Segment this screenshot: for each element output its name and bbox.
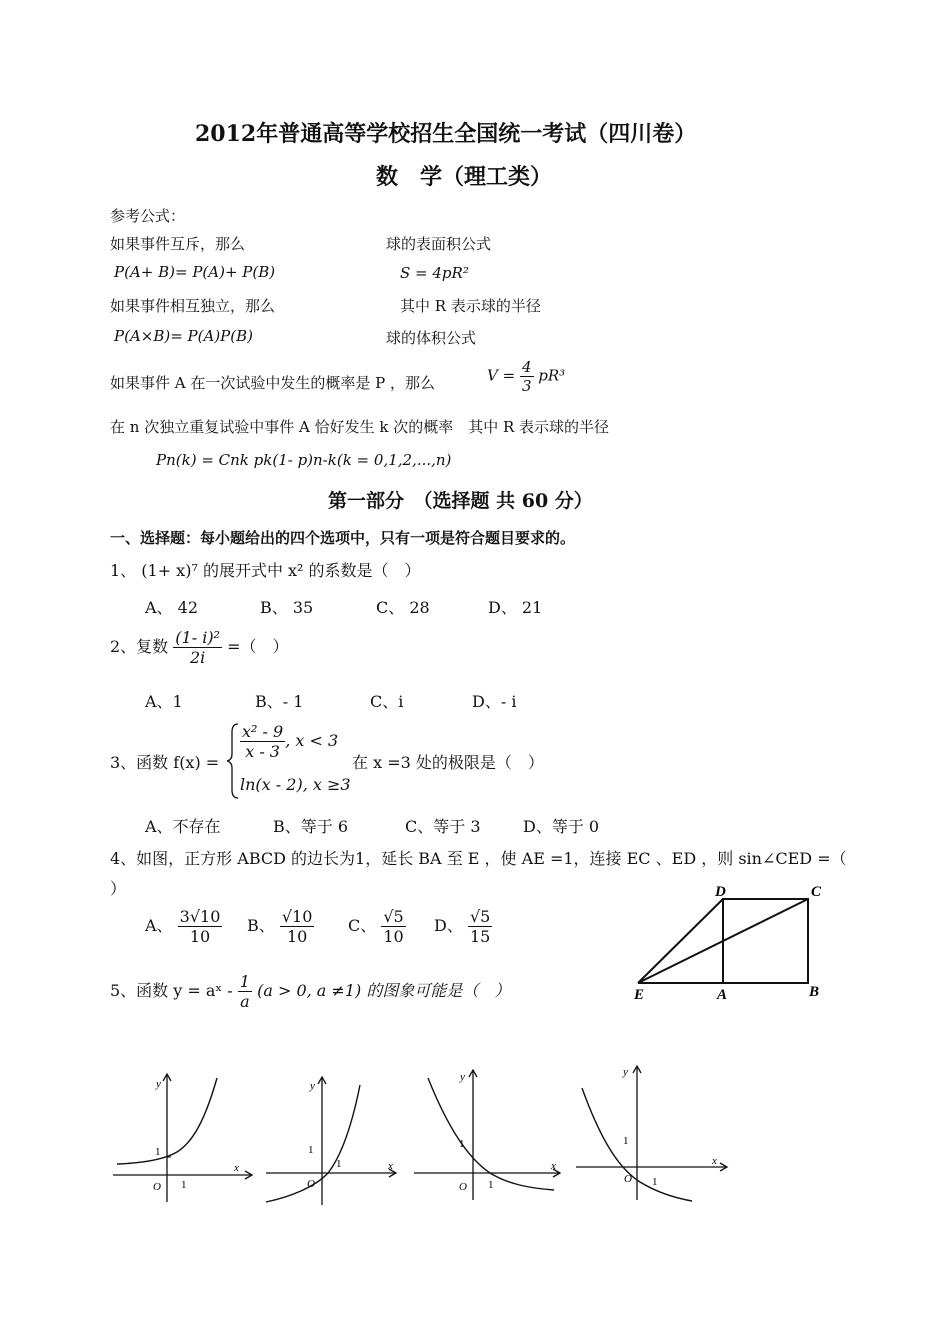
q5-denominator: a <box>240 992 250 1011</box>
volume-numerator: 4 <box>521 358 532 376</box>
q3-brace <box>226 722 240 800</box>
volume-fraction <box>520 358 534 395</box>
q4-option-b-numerator: √10 <box>281 907 313 926</box>
segment-ed <box>638 899 723 983</box>
origin-label: O <box>307 1178 315 1190</box>
section-title: 第一部分 （选择题 共 60 分） <box>328 490 593 512</box>
section-instruction: 一、选择题：每小题给出的四个选项中，只有一项是符合题目要求的。 <box>110 529 576 547</box>
q5-graph-b <box>260 1065 405 1210</box>
x-label: x <box>551 1160 556 1172</box>
q4-option-b-label: B、 <box>247 916 275 935</box>
q3-case1-condition: , x < 3 <box>285 731 339 750</box>
q4-option-c <box>348 907 406 946</box>
formula-heading: 参考公式： <box>110 207 186 225</box>
x-label: x <box>388 1160 393 1172</box>
q2-option-b: B、- 1 <box>255 692 304 711</box>
formula-left-0: 如果事件互斥，那么 <box>110 235 246 253</box>
volume-denominator: 3 <box>521 377 532 395</box>
q4-option-d-fraction <box>468 907 492 946</box>
square-abcd <box>723 899 808 983</box>
q4-option-d <box>434 907 492 946</box>
q2-prefix: 2、复数 <box>110 637 169 656</box>
bernoulli-line: 在 n 次独立重复试验中事件 A 恰好发生 k 次的概率 其中 R 表示球的半径 <box>110 418 610 436</box>
q4-option-c-label: C、 <box>348 916 377 935</box>
q1-option-d: D、 21 <box>488 598 543 617</box>
q4-figure <box>625 880 830 1010</box>
q3-suffix: 在 x =3 处的极限是（ ） <box>352 753 544 772</box>
formula-left-1: P(A+ B)= P(A)+ P(B) <box>114 263 276 281</box>
q3-case1-fraction <box>240 722 285 761</box>
q2-numerator: (1- i)² <box>175 628 220 647</box>
q5-fraction <box>238 972 252 1011</box>
page-title: 2012年普通高等学校招生全国统一考试（四川卷） <box>195 121 697 147</box>
bernoulli-formula: Pn(k) = Cnk pk(1- p)n-k(k = 0,1,2,...,n) <box>156 451 452 469</box>
x-tick-label: 1 <box>181 1179 187 1191</box>
formula-right-0: 球的表面积公式 <box>386 235 492 253</box>
q4-option-d-denominator: 15 <box>469 927 491 946</box>
y-tick-label: 1 <box>155 1146 161 1158</box>
formula-right-3: 球的体积公式 <box>386 329 477 347</box>
label-a: A <box>717 987 728 1003</box>
q4-option-a-fraction <box>178 907 223 946</box>
probability-line: 如果事件 A 在一次试验中发生的概率是 P ，那么 <box>110 374 435 392</box>
x-label: x <box>712 1155 717 1167</box>
q2-option-d: D、- i <box>472 692 517 711</box>
volume-lhs: V = <box>487 366 516 385</box>
q2-fraction <box>173 628 222 667</box>
q4-option-a-denominator: 10 <box>189 927 211 946</box>
q5-graph-c <box>408 1058 568 1208</box>
x-tick-label: 1 <box>652 1176 658 1188</box>
y-label: y <box>156 1078 161 1090</box>
q3-option-b: B、等于 6 <box>273 817 349 836</box>
x-tick-label: 1 <box>336 1158 342 1170</box>
label-c: C <box>811 884 822 900</box>
y-tick-label: 1 <box>308 1144 314 1156</box>
q4-option-c-numerator: √5 <box>383 907 404 926</box>
q3-option-a: A、不存在 <box>145 817 221 836</box>
formula-right-2: 其中 R 表示球的半径 <box>400 297 541 315</box>
y-tick-label: 1 <box>623 1135 629 1147</box>
formula-left-2: 如果事件相互独立，那么 <box>110 297 276 315</box>
origin-label: O <box>153 1181 161 1193</box>
q2-option-a: A、1 <box>145 692 183 711</box>
q5-suffix: (a > 0, a ≠1) 的图象可能是（ ） <box>257 981 511 1000</box>
q4-stem-line2: ） <box>110 879 127 898</box>
q4-option-a-label: A、 <box>145 916 173 935</box>
q3-case1-denominator: x - 3 <box>245 742 280 761</box>
q4-option-c-fraction <box>381 907 405 946</box>
q5-graph-d <box>570 1058 735 1208</box>
label-b: B <box>809 984 820 1000</box>
volume-rhs: pR³ <box>538 366 566 385</box>
q2-option-c: C、i <box>370 692 404 711</box>
sphere-volume-formula <box>487 358 565 395</box>
q4-option-d-numerator: √5 <box>469 907 491 926</box>
label-e: E <box>634 987 645 1003</box>
q2-suffix: =（ ） <box>227 637 289 656</box>
y-tick-label: 1 <box>459 1138 465 1150</box>
q3-option-d: D、等于 0 <box>523 817 600 836</box>
q3-prefix: 3、函数 f(x) = <box>110 753 220 772</box>
q3-option-c: C、等于 3 <box>405 817 481 836</box>
q1-option-c: C、 28 <box>376 598 430 617</box>
q4-option-d-label: D、 <box>434 916 463 935</box>
q4-option-c-denominator: 10 <box>383 927 404 946</box>
q4-stem-line1: 4、如图，正方形 ABCD 的边长为1，延长 BA 至 E ，使 AE =1，连接 EC 、ED ，则 sin∠CED =（ <box>110 849 847 868</box>
y-label: y <box>460 1071 465 1083</box>
q3-case1-numerator: x² - 9 <box>242 722 284 741</box>
q3-case2: ln(x - 2), x ≥3 <box>240 775 351 794</box>
page-subtitle: 数 学（理工类） <box>376 164 553 190</box>
q1-stem: 1、 (1+ x)⁷ 的展开式中 x² 的系数是（ ） <box>110 561 421 580</box>
q3-case1 <box>240 722 338 761</box>
q2-denominator: 2i <box>189 648 206 667</box>
q5-numerator: 1 <box>239 972 250 991</box>
q4-option-b <box>247 907 314 946</box>
q4-option-b-fraction <box>280 907 315 946</box>
q4-option-a <box>145 907 222 946</box>
q5-stem <box>110 972 510 1011</box>
y-label: y <box>623 1066 628 1078</box>
origin-label: O <box>459 1181 467 1193</box>
label-d: D <box>715 884 726 900</box>
q4-option-a-numerator: 3√10 <box>179 907 221 926</box>
q4-option-b-denominator: 10 <box>286 927 308 946</box>
formula-left-3: P(A×B)= P(A)P(B) <box>114 327 254 345</box>
origin-label: O <box>624 1173 632 1185</box>
y-label: y <box>310 1080 315 1092</box>
formula-right-1: S = 4pR² <box>400 264 469 282</box>
q1-option-a: A、 42 <box>145 598 199 617</box>
q5-prefix: 5、函数 y = aˣ - <box>110 981 233 1000</box>
q5-graph-a <box>105 1060 260 1210</box>
x-label: x <box>234 1162 239 1174</box>
q2-stem <box>110 628 288 667</box>
x-tick-label: 1 <box>488 1179 494 1191</box>
q1-option-b: B、 35 <box>260 598 314 617</box>
